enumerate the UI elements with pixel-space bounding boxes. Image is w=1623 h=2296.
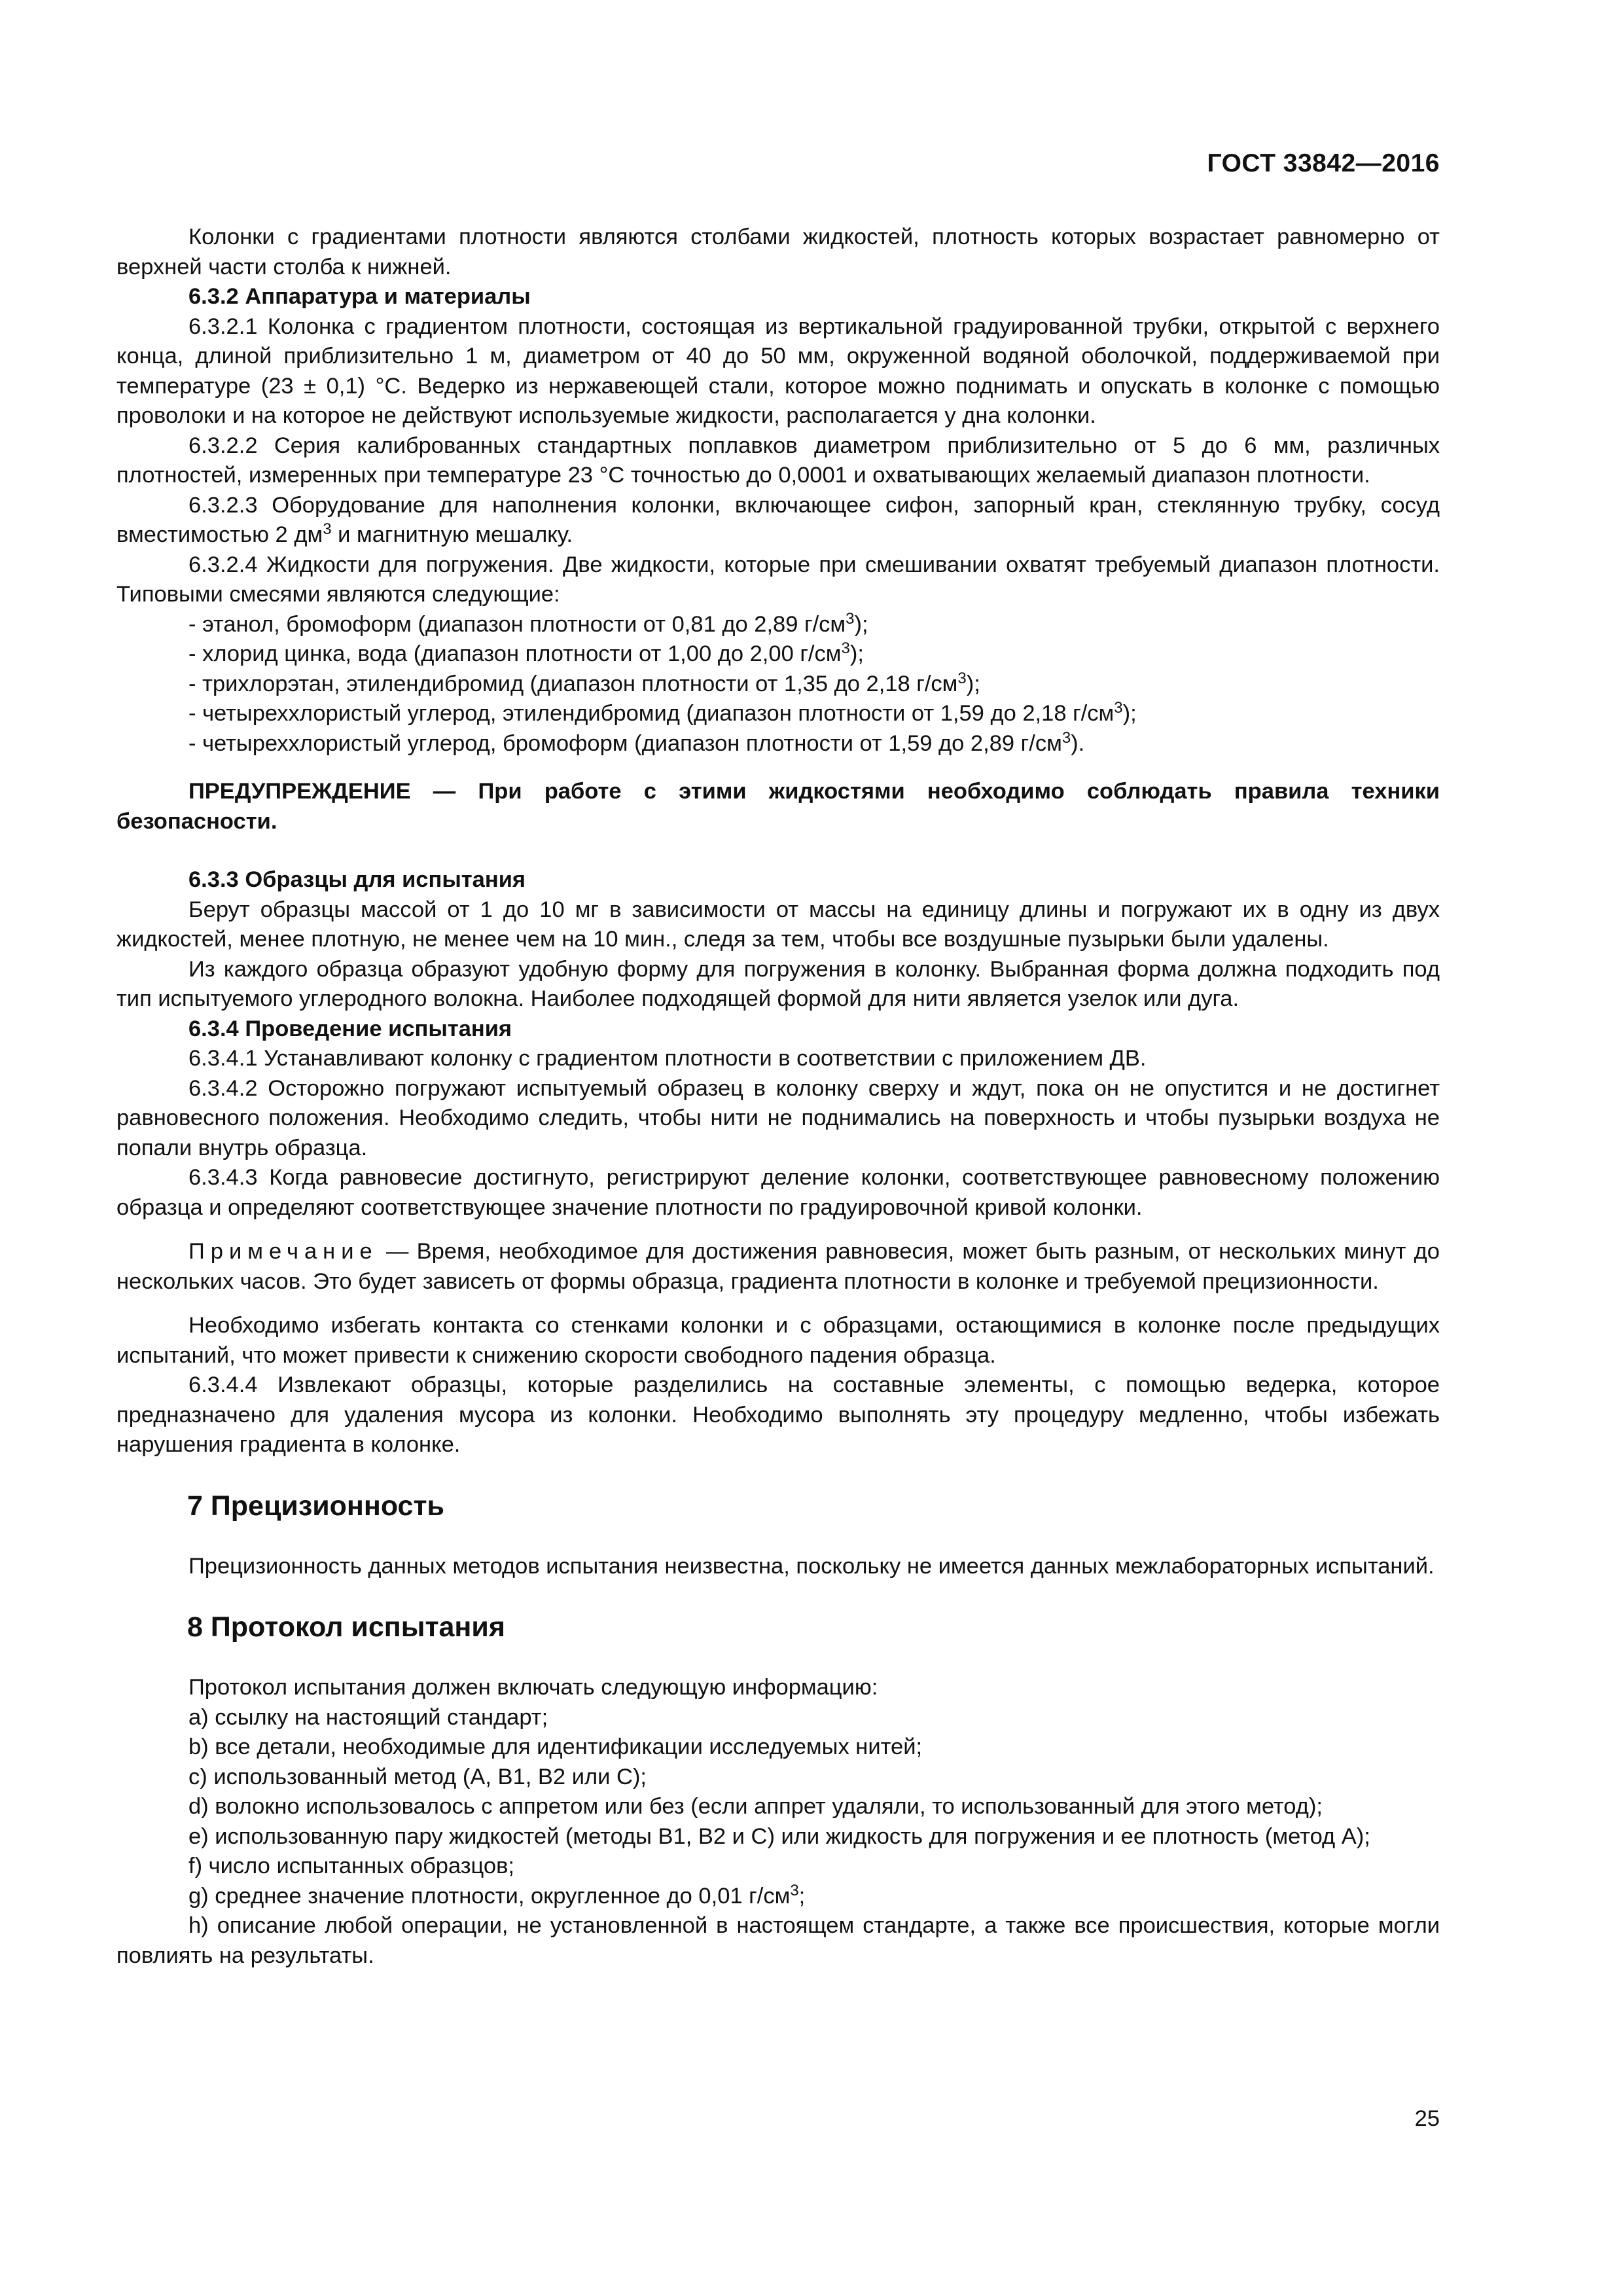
paragraph-6-3-4-1: 6.3.4.1 Устанавливают колонку с градиентом плотности в соответствии с приложением ДВ.: [188, 1046, 1147, 1071]
section-6-3-3-title: 6.3.3 Образцы для испытания: [188, 867, 526, 892]
paragraph-6-3-2-1: 6.3.2.1 Колонка с градиентом плотности, состоящая из вертикальной градуированной трубки, открытой с верхнего конца, длиной приблизительно 1 м, диаметром от 40 до 50 мм, окруженной водяной оболочкой, поддерживаемой при температуре (23 ± 0,1) °С. Ведерко из нержавеющей стали, которое можно поднимать и опускать в колонке с помощью проволоки и на которое не действуют используемые жидкости, располагается у дна колонки.: [116, 314, 1440, 428]
paragraph-6-3-4-3: 6.3.4.3 Когда равновесие достигнуто, регистрируют деление колонки, соответствующее равновесному положению образца и определяют соответствующее значение плотности по градуировочной кривой колонки.: [116, 1165, 1440, 1220]
document-body: [116, 223, 1440, 1971]
report-items-list: [116, 1703, 1440, 1971]
page-number: 25: [1414, 2106, 1440, 2131]
section-8-title: 8 Протокол испытания: [187, 1611, 505, 1643]
list-item: c) использованный метод (А, В1, В2 или С);: [188, 1764, 647, 1789]
intro-paragraph: Колонки с градиентами плотности являются столбами жидкостей, плотность которых возрастает равномерно от верхней части столба к нижней.: [116, 224, 1440, 279]
paragraph-6-3-4-4: 6.3.4.4 Извлекают образцы, которые разделились на составные элементы, с помощью ведерка, которое предназначено для удаления мусора из колонки. Необходимо выполнять эту процедуру медленно, чтобы избежать нарушения градиента в колонке.: [116, 1372, 1440, 1457]
safety-warning: ПРЕДУПРЕЖДЕНИЕ — При работе с этими жидкостями необходимо соблюдать правила техники безопасности.: [116, 779, 1440, 834]
paragraph-6-3-3-2: Из каждого образца образуют удобную форму для погружения в колонку. Выбранная форма должна подходить под тип испытуемого углеродного волокна. Наиболее подходящей формой для нити является узелок или дуга.: [116, 956, 1440, 1011]
list-item: a) ссылку на настоящий стандарт;: [188, 1704, 548, 1730]
list-item: - трихлорэтан, этилендибромид (диапазон плотности от 1,35 до 2,18 $г/см^3$);: [188, 669, 980, 696]
section-6-3-2-title: 6.3.2 Аппаратура и материалы: [188, 284, 531, 309]
paragraph-6-3-4-2: 6.3.4.2 Осторожно погружают испытуемый образец в колонку сверху и ждут, пока он не опустится и не достигнет равновесного положения. Необходимо следить, чтобы нити не поднимались на поверхность и чтобы пузырьки воздуха не попали внутрь образца.: [116, 1075, 1440, 1160]
paragraph-6-3-3-1: Берут образцы массой от 1 до 10 мг в зависимости от массы на единицу длины и погружают их в одну из двух жидкостей, менее плотную, не менее чем на 10 мин., следя за тем, чтобы все воздушные пузырьки были удалены.: [116, 897, 1440, 952]
list-item: - хлорид цинка, вода (диапазон плотности от 1,00 до 2,00 $г/см^3$);: [188, 639, 864, 666]
section-6-3-4-title: 6.3.4 Проведение испытания: [188, 1016, 512, 1041]
list-item: - четыреххлористый углерод, этилендибромид (диапазон плотности от 1,59 до 2,18 $г/см^3$);: [188, 699, 1137, 726]
list-item: b) все детали, необходимые для идентификации исследуемых нитей;: [188, 1734, 923, 1759]
paragraph-6-3-2-4: 6.3.2.4 Жидкости для погружения. Две жидкости, которые при смешивании охватят требуемый диапазон плотности. Типовыми смесями являются следующие:: [116, 552, 1440, 607]
paragraph-7: Прецизионность данных методов испытания неизвестна, поскольку не имеется данных межлабораторных испытаний.: [188, 1553, 1435, 1579]
list-item: h) описание любой операции, не установленной в настоящем стандарте, а также все происшествия, которые могли повлиять на результаты.: [116, 1913, 1440, 1968]
standard-header: ГОСТ 33842—2016: [1207, 149, 1440, 177]
note-label: Примечание: [188, 1239, 378, 1264]
section-7-title: 7 Прецизионность: [187, 1490, 444, 1522]
document-page: [116, 0, 1440, 2296]
list-item: f) число испытанных образцов;: [188, 1854, 515, 1878]
mixtures-list: [116, 610, 1440, 759]
paragraph-avoid-contact: Необходимо избегать контакта со стенками колонки и с образцами, остающимися в колонке после предыдущих испытаний, что может привести к снижению скорости свободного падения образца.: [116, 1313, 1440, 1368]
list-item: - этанол, бромоформ (диапазон плотности от 0,81 до 2,89 $г/см^3$);: [188, 609, 868, 637]
paragraph-6-3-2-3: 6.3.2.3 Оборудование для наполнения колонки, включающее сифон, запорный кран, стеклянную трубку, сосуд вместимостью 2 $дм^3$ и магнитную мешалку.: [116, 492, 1440, 547]
list-item: - четыреххлористый углерод, бромоформ (диапазон плотности от 1,59 до 2,89 $г/см^3$).: [188, 728, 1085, 756]
list-item: e) использованную пару жидкостей (методы В1, В2 и С) или жидкость для погружения и ее плотность (метод А);: [188, 1823, 1370, 1849]
list-item: d) волокно использовалось с аппретом или без (если аппрет удаляли, то использованный для этого метод);: [188, 1794, 1323, 1819]
list-item: g) среднее значение плотности, округленное до 0,01 $г/см^3$;: [188, 1881, 806, 1909]
paragraph-8: Протокол испытания должен включать следующую информацию:: [188, 1675, 878, 1700]
note-paragraph: Примечание — Время, необходимое для достижения равновесия, может быть разным, от нескольких минут до нескольких часов. Это будет зависеть от формы образца, градиента плотности в колонке и требуемой прецизионности.: [116, 1239, 1440, 1294]
paragraph-6-3-2-2: 6.3.2.2 Серия калиброванных стандартных поплавков диаметром приблизительно от 5 до 6 мм, различных плотностей, измеренных при температуре 23 °С точностью до 0,0001 и охватывающих желаемый диапазон плотности.: [116, 433, 1440, 488]
